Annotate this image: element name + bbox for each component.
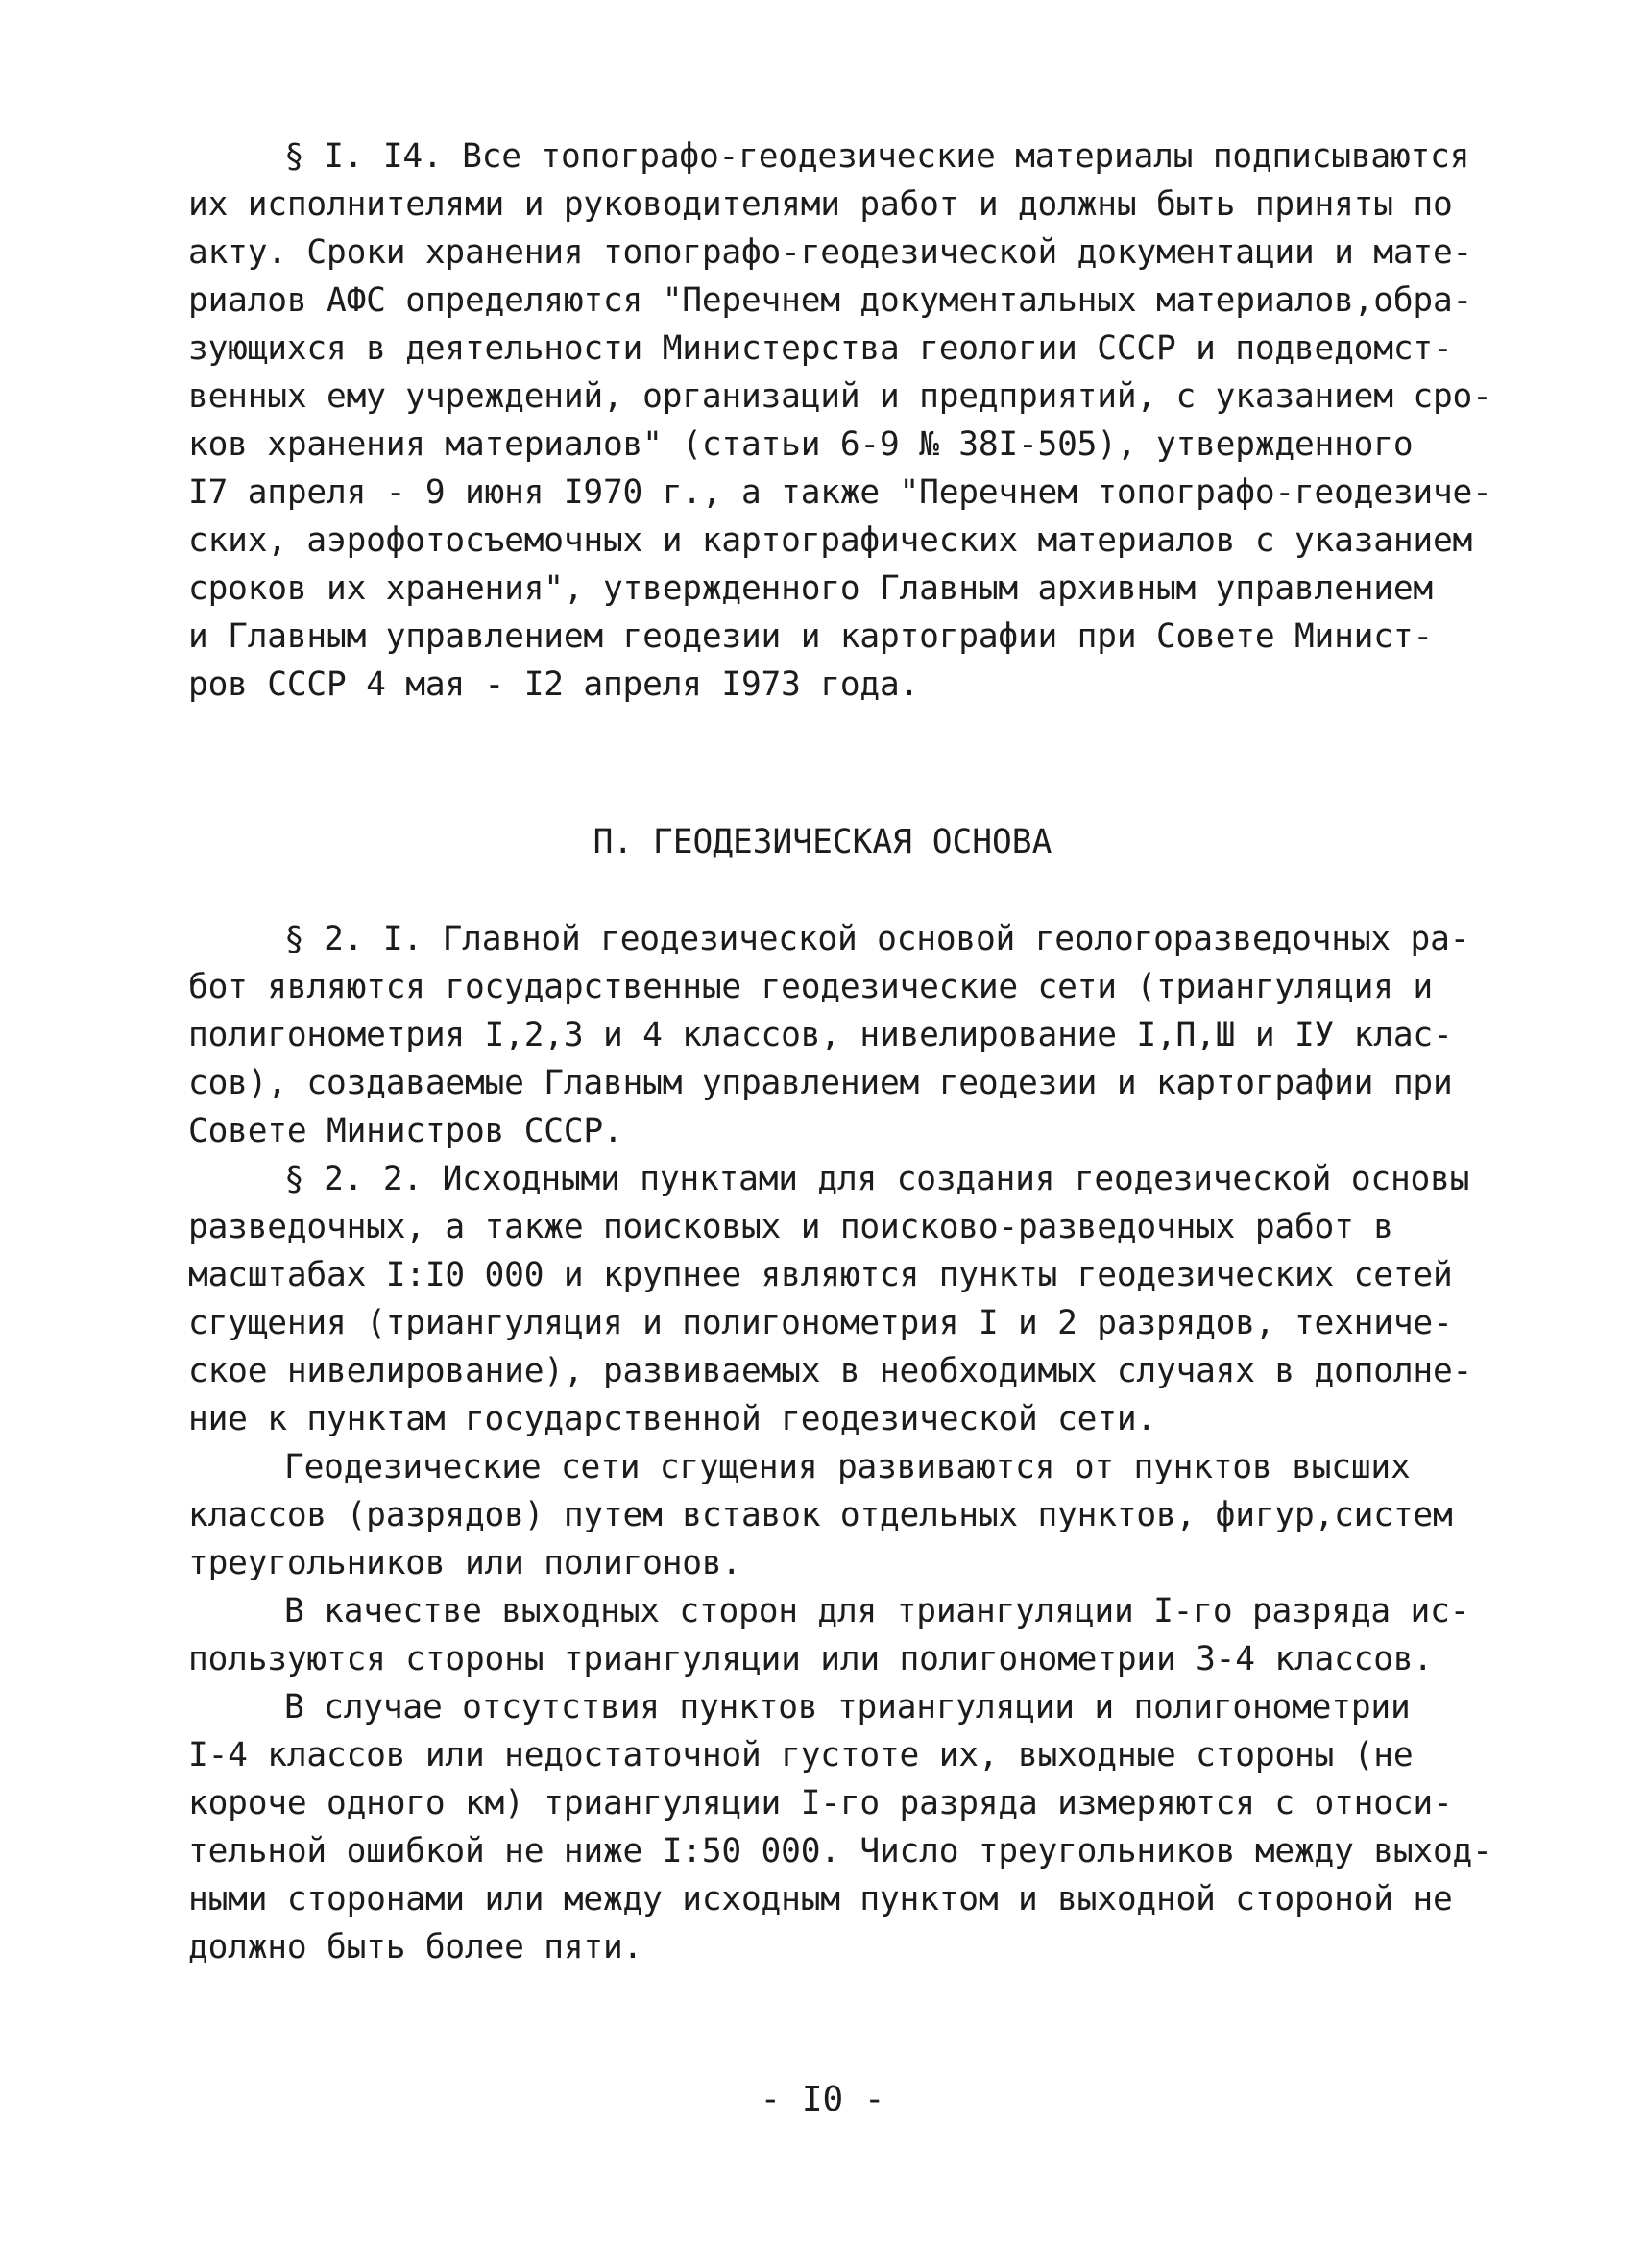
text-line: ское нивелирование), развиваемых в необходимых случаях в дополне- bbox=[188, 1352, 1473, 1390]
text-line: § 2. I. Главной геодезической основой геологоразведочных ра- bbox=[284, 920, 1470, 958]
text-line: их исполнителями и руководителями работ и должны быть приняты по bbox=[188, 185, 1453, 224]
text-line: ров СССР 4 мая - I2 апреля I973 года. bbox=[188, 665, 920, 704]
text-line: разведочных, а также поисковых и поисково-разведочных работ в bbox=[188, 1208, 1393, 1246]
section-2-body bbox=[188, 915, 1494, 1971]
text-line: ными сторонами или между исходным пунктом и выходной стороной не bbox=[188, 1880, 1453, 1918]
paragraph-1-14 bbox=[188, 133, 1494, 709]
text-line: В качестве выходных сторон для триангуляции I-го разряда ис- bbox=[284, 1592, 1470, 1630]
text-line: В случае отсутствия пунктов триангуляции и полигонометрии bbox=[284, 1688, 1411, 1726]
text-line: § I. I4. Все топографо-геодезические материалы подписываются bbox=[284, 137, 1470, 176]
text-line: венных ему учреждений, организаций и предприятий, с указанием сро- bbox=[188, 377, 1492, 416]
text-line: риалов АФС определяются "Перечнем документальных материалов,обра- bbox=[188, 281, 1473, 320]
text-line: сов), создаваемые Главным управлением геодезии и картографии при bbox=[188, 1064, 1453, 1102]
page-number: - I0 - bbox=[760, 2080, 885, 2119]
text-line: сгущения (триангуляция и полигонометрия I и 2 разрядов, техниче- bbox=[188, 1304, 1453, 1342]
section-heading: П. ГЕОДЕЗИЧЕСКАЯ ОСНОВА bbox=[593, 823, 1052, 861]
text-line: масштабах I:I0 000 и крупнее являются пункты геодезических сетей bbox=[188, 1256, 1453, 1294]
text-line: полигонометрия I,2,3 и 4 классов, нивелирование I,П,Ш и IУ клас- bbox=[188, 1016, 1453, 1054]
text-line: сроков их хранения", утвержденного Главным архивным управлением bbox=[188, 569, 1433, 608]
text-line: Геодезические сети сгущения развиваются от пунктов высших bbox=[284, 1448, 1411, 1486]
text-line: должно быть более пяти. bbox=[188, 1928, 643, 1966]
text-line: Совете Министров СССР. bbox=[188, 1112, 623, 1150]
text-line: ние к пунктам государственной геодезической сети. bbox=[188, 1400, 1156, 1438]
text-line: бот являются государственные геодезические сети (триангуляция и bbox=[188, 968, 1433, 1006]
text-line: зующихся в деятельности Министерства геологии СССР и подведомст- bbox=[188, 329, 1453, 368]
text-line: и Главным управлением геодезии и картографии при Совете Минист- bbox=[188, 617, 1433, 656]
text-line: I7 апреля - 9 июня I970 г., а также "Перечнем топографо-геодезиче- bbox=[188, 473, 1492, 512]
text-line: акту. Сроки хранения топографо-геодезической документации и мате- bbox=[188, 233, 1473, 272]
text-line: тельной ошибкой не ниже I:50 000. Число треугольников между выход- bbox=[188, 1832, 1492, 1870]
text-line: § 2. 2. Исходными пунктами для создания геодезической основы bbox=[284, 1160, 1470, 1198]
text-line: ских, аэрофотосъемочных и картографических материалов с указанием bbox=[188, 521, 1473, 560]
text-line: пользуются стороны триангуляции или полигонометрии 3-4 классов. bbox=[188, 1640, 1433, 1678]
text-line: треугольников или полигонов. bbox=[188, 1544, 741, 1582]
text-line: классов (разрядов) путем вставок отдельных пунктов, фигур,систем bbox=[188, 1496, 1453, 1534]
text-line: короче одного км) триангуляции I-го разряда измеряются с относи- bbox=[188, 1784, 1453, 1822]
text-line: ков хранения материалов" (статьи 6-9 № 38I-505), утвержденного bbox=[188, 425, 1414, 464]
text-line: I-4 классов или недостаточной густоте их, выходные стороны (не bbox=[188, 1736, 1414, 1774]
